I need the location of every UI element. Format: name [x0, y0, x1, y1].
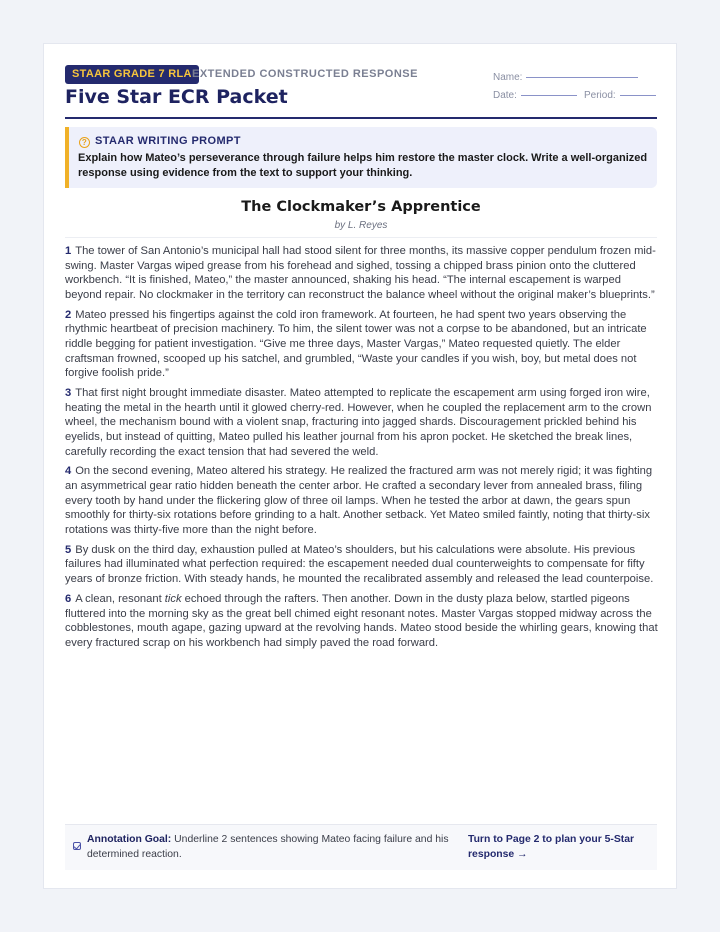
goal-text: Underline 2 sentences showing Mateo facing failure and his determined reaction. — [87, 834, 449, 860]
paragraph-text-end: echoed through the rafters. Then another. Down in the dusty plaza below, startled pigeons fluttered into the morning sky as the great bell chimed eight resonant notes. Master Vargas stopped midway across the cobblestones, mouth agape, gazing upward at the revolving hands. Mateo stood beside the whirling gears, knowing that every fractured scrap on his workbench had simply paved the road forward. — [65, 593, 658, 649]
name-label: Name: — [493, 72, 523, 83]
paragraph-text: The tower of San Antonio’s municipal hall had stood silent for three months, its massive copper pendulum frozen mid-swing. Master Vargas wiped grease from his forehead and sighed, tossing a chipped brass pinion onto the cluttered workbench. “It is finished, Mateo,” the master announced, shaking his head. “The internal escapement is warped beyond repair. No clockmaker in the territory can reconstruct the balance wheel without the original maker’s blueprints.” — [65, 245, 656, 301]
paragraph-number: 4 — [65, 465, 72, 478]
story-body — [65, 244, 658, 656]
paragraph-text: That first night brought immediate disaster. Mateo attempted to replicate the escapement arm using forged iron wire, heating the metal in the hearth until it glowed cherry-red. However, when he coupled the replacement arm to the crown wheel, the mechanism bound with a violent snap, fracturing into jagged shards. Discouragement prickled behind his eyelids, but instead of quitting, Mateo pulled his leather journal from his apron pocket. He sketched the break lines, carefully recording the exact tension that had severed the weld. — [65, 387, 652, 458]
paragraph-number: 2 — [65, 308, 72, 321]
paragraph-text: By dusk on the third day, exhaustion pulled at Mateo’s shoulders, but his calculations were absolute. His previous failures had illuminated what perfection required: the escapement needed dual counterweights to compensate for fifty years of bronze friction. With steady hands, he mounted the recalibrated assembly and released the lead counterpoise. — [65, 543, 654, 586]
paragraph-number: 3 — [65, 387, 72, 400]
paragraph-6 — [65, 592, 658, 650]
paragraph-text: Mateo pressed his fingertips against the cold iron framework. At fourteen, he had spent two years observing the rhythmic heartbeat of precision machinery. To him, the silent tower was not a corpse to be abandoned, but an intricate riddle begging for patient investigation. “Give me three days, Master Vargas,” Mateo requested quietly. The elder craftsman frowned, scooped up his satchel, and grumbled, “Waste your candles if you wish, boy, but metal does not forgive foolish pride.” — [65, 308, 647, 380]
story-title: The Clockmaker’s Apprentice — [241, 199, 481, 215]
period-line — [620, 95, 656, 96]
story-byline: by L. Reyes — [334, 220, 388, 231]
writing-prompt-box — [65, 127, 657, 188]
date-label: Date: — [493, 90, 517, 101]
annotation-footer — [65, 824, 657, 870]
prompt-heading — [79, 135, 241, 148]
paragraph-text-start: A clean, resonant — [75, 593, 165, 606]
paragraph-1 — [65, 244, 658, 302]
prompt-text: Explain how Mateo’s perseverance through failure helps him restore the master clock. Write a well-organized response using evidence from the text to support your thinking. — [78, 152, 648, 179]
date-field[interactable] — [493, 90, 577, 101]
story-divider — [65, 237, 657, 238]
paragraph-4 — [65, 464, 658, 537]
period-field[interactable] — [584, 90, 656, 101]
worksheet-page — [43, 43, 677, 889]
paragraph-3 — [65, 386, 658, 459]
header-divider — [65, 117, 657, 119]
period-label: Period: — [584, 90, 616, 101]
annotation-goal — [87, 832, 462, 862]
checkbox-check-icon — [73, 842, 81, 850]
paragraph-number: 1 — [65, 245, 72, 257]
name-line — [526, 77, 638, 78]
section-eyebrow: EXTENDED CONSTRUCTED RESPONSE — [192, 68, 418, 80]
paragraph-2 — [65, 308, 658, 381]
packet-title: Five Star ECR Packet — [65, 86, 288, 108]
next-page-instruction: Turn to Page 2 to plan your 5-Star response → — [468, 834, 635, 860]
goal-label: Annotation Goal: — [87, 834, 172, 845]
date-line — [521, 95, 577, 96]
paragraph-number: 6 — [65, 593, 72, 606]
prompt-heading-text: STAAR WRITING PROMPT — [95, 135, 241, 147]
emphasized-word: tick — [164, 593, 182, 606]
paragraph-number: 5 — [65, 543, 72, 556]
paragraph-text: On the second evening, Mateo altered his strategy. He realized the fractured arm was not merely rigid; it was fighting an asymmetrical gear ratio hidden beneath the center arbor. He crafted a secondary lever from annealed brass, filing every tooth by hand under the flickering glow of three oil lamps. When he tested the arbor at dawn, the gears spun smoothly for thirty-six rotations before grinding to a halt. Another setback. Yet Mateo smiled faintly, noting that thirty-six rotations was thirty-five more than the night before. — [65, 465, 653, 536]
question-circle-icon: ? — [79, 137, 90, 148]
paragraph-5 — [65, 543, 658, 587]
grade-badge: STAAR GRADE 7 RLA — [65, 65, 199, 84]
name-field[interactable] — [493, 72, 638, 83]
